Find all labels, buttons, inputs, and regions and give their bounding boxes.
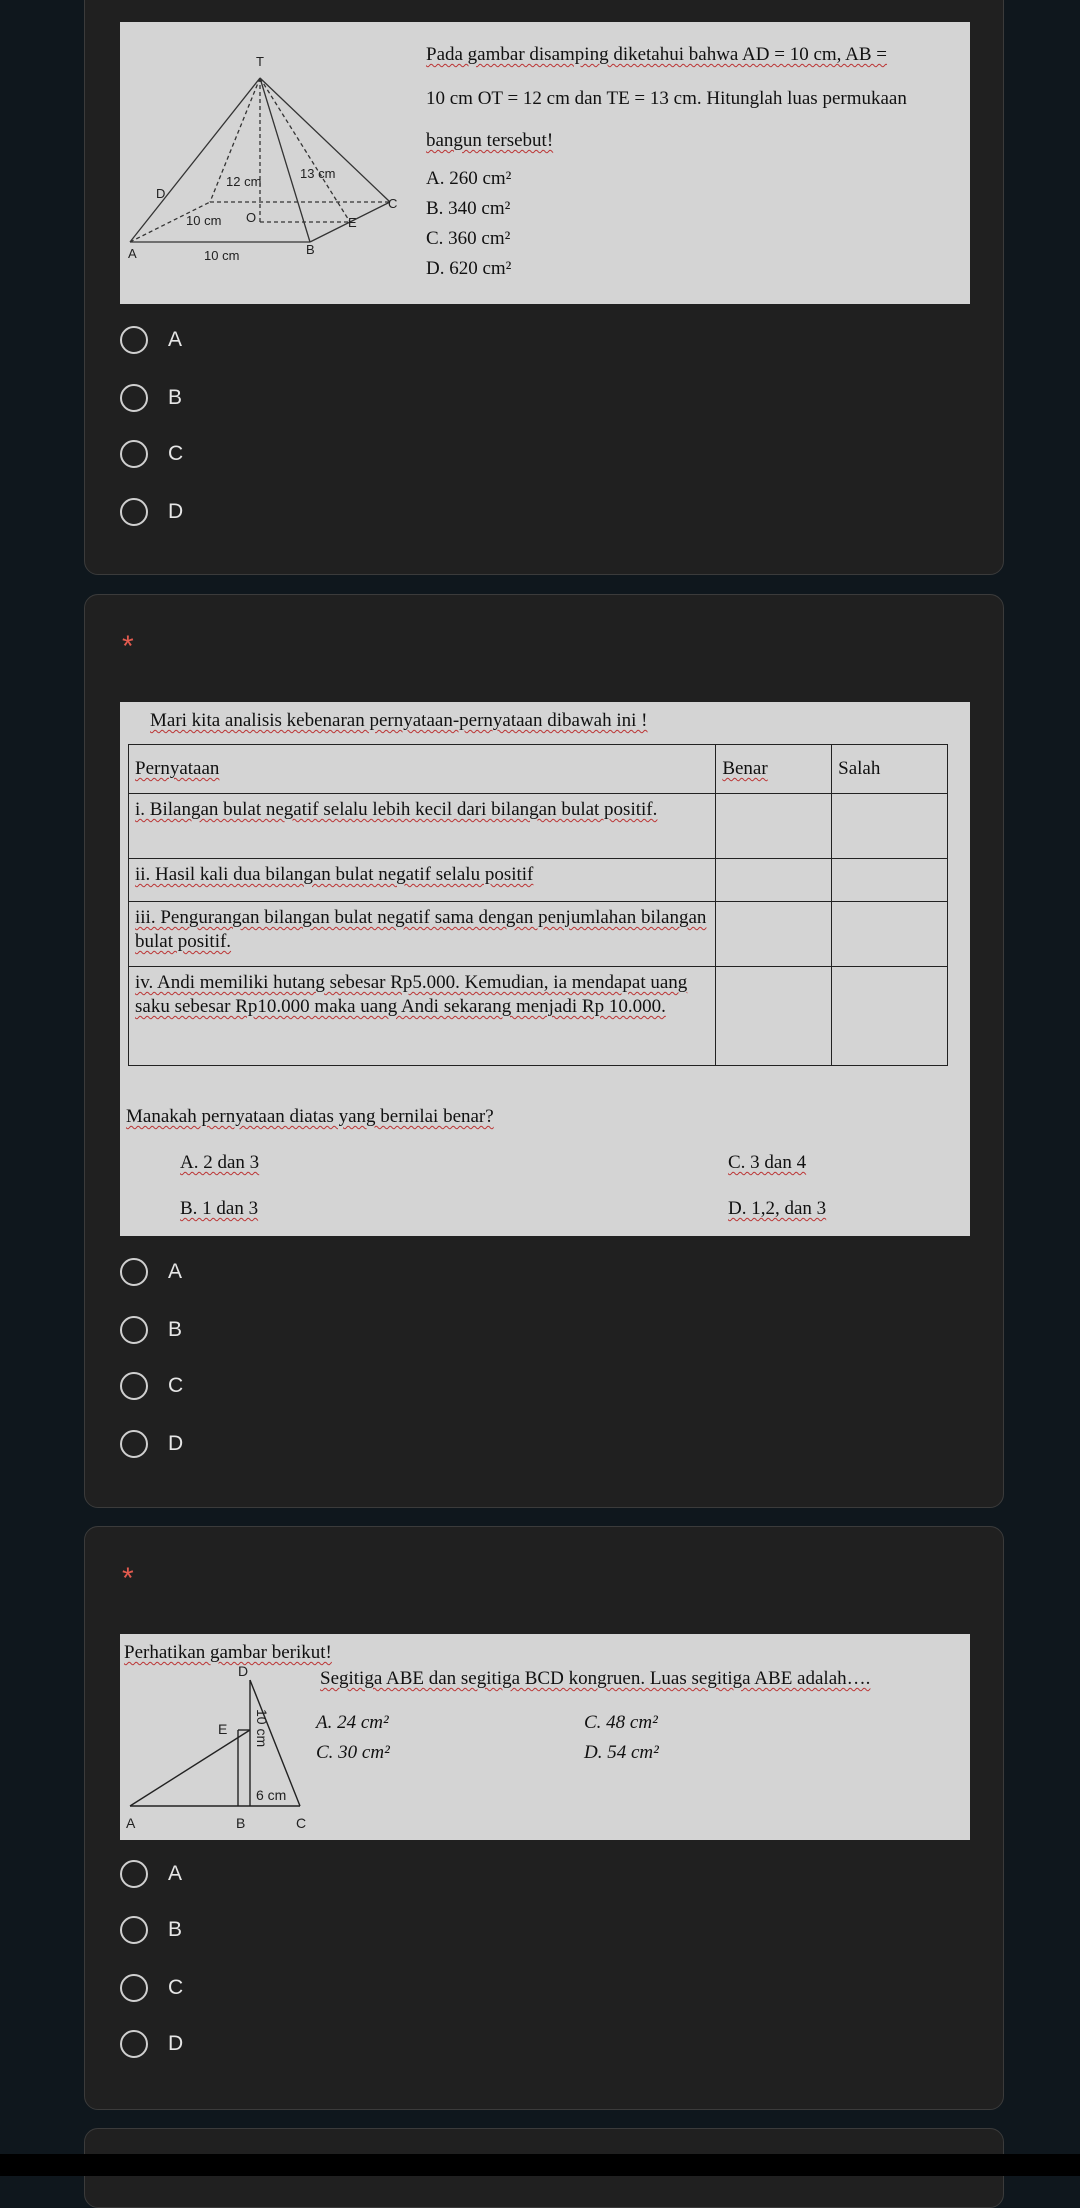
- label-ab: 10 cm: [204, 248, 240, 263]
- table-header-row: [129, 745, 948, 794]
- cell-false-2: [832, 859, 948, 902]
- q2-option-c[interactable]: [120, 1368, 183, 1404]
- label-c: C: [388, 196, 398, 211]
- label-a: A: [128, 246, 137, 261]
- q1-choice-c: C. 360 cm²: [426, 228, 511, 249]
- cell-false-1: [832, 794, 948, 859]
- statement-2: ii. Hasil kali dua bilangan bulat negatif selalu positif: [129, 859, 716, 902]
- option-label: D: [168, 500, 184, 523]
- table-row: [129, 859, 948, 902]
- q2-choice-d: D. 1,2, dan 3: [728, 1198, 827, 1219]
- q1-question-line3: bangun tersebut!: [426, 130, 554, 151]
- label-c: C: [296, 1815, 307, 1831]
- option-label: C: [168, 1976, 184, 1999]
- table-row: [129, 902, 948, 967]
- label-te: 13 cm: [300, 166, 336, 181]
- option-label: A: [168, 1260, 183, 1283]
- q3-choice-d: D. 54 cm²: [584, 1742, 659, 1763]
- q2-question: Manakah pernyataan diatas yang bernilai benar?: [126, 1106, 494, 1127]
- label-d: D: [156, 186, 166, 201]
- statement-1: i. Bilangan bulat negatif selalu lebih kecil dari bilangan bulat positif.: [129, 794, 716, 859]
- statement-4: iv. Andi memiliki hutang sebesar Rp5.000. Kemudian, ia mendapat uang saku sebesar Rp10.000 maka uang Andi sekarang menjadi Rp 10.000.: [129, 967, 716, 1066]
- q1-option-c[interactable]: [120, 436, 183, 472]
- q2-option-b[interactable]: [120, 1312, 182, 1348]
- label-e: E: [218, 1721, 228, 1737]
- label-bc: 6 cm: [256, 1787, 287, 1803]
- label-bd: 10 cm: [254, 1709, 270, 1748]
- q1-option-d[interactable]: [120, 494, 183, 530]
- radio-button[interactable]: [120, 2030, 148, 2058]
- radio-button[interactable]: [120, 440, 148, 468]
- q1-option-b[interactable]: [120, 380, 182, 416]
- q1-question-line1: Pada gambar disamping diketahui bahwa AD = 10 cm, AB =: [426, 44, 887, 65]
- q2-choice-a: A. 2 dan 3: [180, 1152, 260, 1173]
- q3-choice-c1: C. 48 cm²: [584, 1712, 658, 1733]
- radio-button[interactable]: [120, 1372, 148, 1400]
- radio-button[interactable]: [120, 1316, 148, 1344]
- radio-button[interactable]: [120, 1916, 148, 1944]
- table-row: [129, 794, 948, 859]
- q1-choice-b: B. 340 cm²: [426, 198, 511, 219]
- label-a: A: [126, 1815, 136, 1831]
- label-o: O: [246, 210, 257, 225]
- header-true: Benar: [716, 745, 832, 794]
- radio-button[interactable]: [120, 1258, 148, 1286]
- label-t: T: [256, 54, 264, 69]
- radio-button[interactable]: [120, 1860, 148, 1888]
- option-label: C: [168, 1374, 184, 1397]
- cell-false-3: [832, 902, 948, 967]
- q3-option-b[interactable]: [120, 1912, 182, 1948]
- bottom-bar: [0, 2154, 1080, 2176]
- pyramid-figure: [120, 22, 420, 304]
- question-image-3: [120, 1634, 970, 1840]
- radio-button[interactable]: [120, 384, 148, 412]
- label-e: E: [348, 215, 357, 230]
- option-label: B: [168, 1318, 183, 1341]
- q2-choice-b: B. 1 dan 3: [180, 1198, 259, 1219]
- q3-option-c[interactable]: [120, 1970, 183, 2006]
- q1-option-a[interactable]: [120, 322, 182, 358]
- header-false: Salah: [832, 745, 948, 794]
- question-image-1: [120, 22, 970, 304]
- q2-intro: Mari kita analisis kebenaran pernyataan-pernyataan dibawah ini !: [150, 710, 648, 731]
- q3-intro: Perhatikan gambar berikut!: [124, 1642, 332, 1663]
- option-label: D: [168, 1432, 184, 1455]
- q3-choice-c2: C. 30 cm²: [316, 1742, 390, 1763]
- radio-button[interactable]: [120, 1430, 148, 1458]
- q2-option-d[interactable]: [120, 1426, 183, 1462]
- cell-true-4: [716, 967, 832, 1066]
- radio-button[interactable]: [120, 498, 148, 526]
- q2-option-a[interactable]: [120, 1254, 182, 1290]
- option-label: A: [168, 1862, 183, 1885]
- cell-true-2: [716, 859, 832, 902]
- required-asterisk: *: [122, 1562, 134, 1595]
- label-b: B: [306, 242, 315, 257]
- label-d: D: [238, 1663, 249, 1679]
- radio-button[interactable]: [120, 1974, 148, 2002]
- statement-3: iii. Pengurangan bilangan bulat negatif sama dengan penjumlahan bilangan bulat positif.: [129, 902, 716, 967]
- option-label: C: [168, 442, 184, 465]
- q2-choice-c: C. 3 dan 4: [728, 1152, 807, 1173]
- q3-question: Segitiga ABE dan segitiga BCD kongruen. Luas segitiga ABE adalah….: [320, 1668, 871, 1689]
- q1-question-line2: 10 cm OT = 12 cm dan TE = 13 cm. Hitunglah luas permukaan: [426, 88, 907, 109]
- q1-choice-a: A. 260 cm²: [426, 168, 512, 189]
- label-ot: 12 cm: [226, 174, 262, 189]
- q3-option-a[interactable]: [120, 1856, 182, 1892]
- label-ad: 10 cm: [186, 213, 222, 228]
- option-label: A: [168, 328, 183, 351]
- cell-false-4: [832, 967, 948, 1066]
- q1-choice-d: D. 620 cm²: [426, 258, 512, 279]
- cell-true-3: [716, 902, 832, 967]
- triangle-figure: [120, 1660, 320, 1840]
- cell-true-1: [716, 794, 832, 859]
- option-label: D: [168, 2032, 184, 2055]
- label-b: B: [236, 1815, 246, 1831]
- required-asterisk: *: [122, 630, 134, 663]
- statement-table: [128, 744, 948, 1066]
- option-label: B: [168, 386, 183, 409]
- option-label: B: [168, 1918, 183, 1941]
- radio-button[interactable]: [120, 326, 148, 354]
- q3-option-d[interactable]: [120, 2026, 183, 2062]
- header-statement: Pernyataan: [129, 745, 716, 794]
- question-image-2: [120, 702, 970, 1236]
- q3-choice-a: A. 24 cm²: [316, 1712, 389, 1733]
- table-row: [129, 967, 948, 1066]
